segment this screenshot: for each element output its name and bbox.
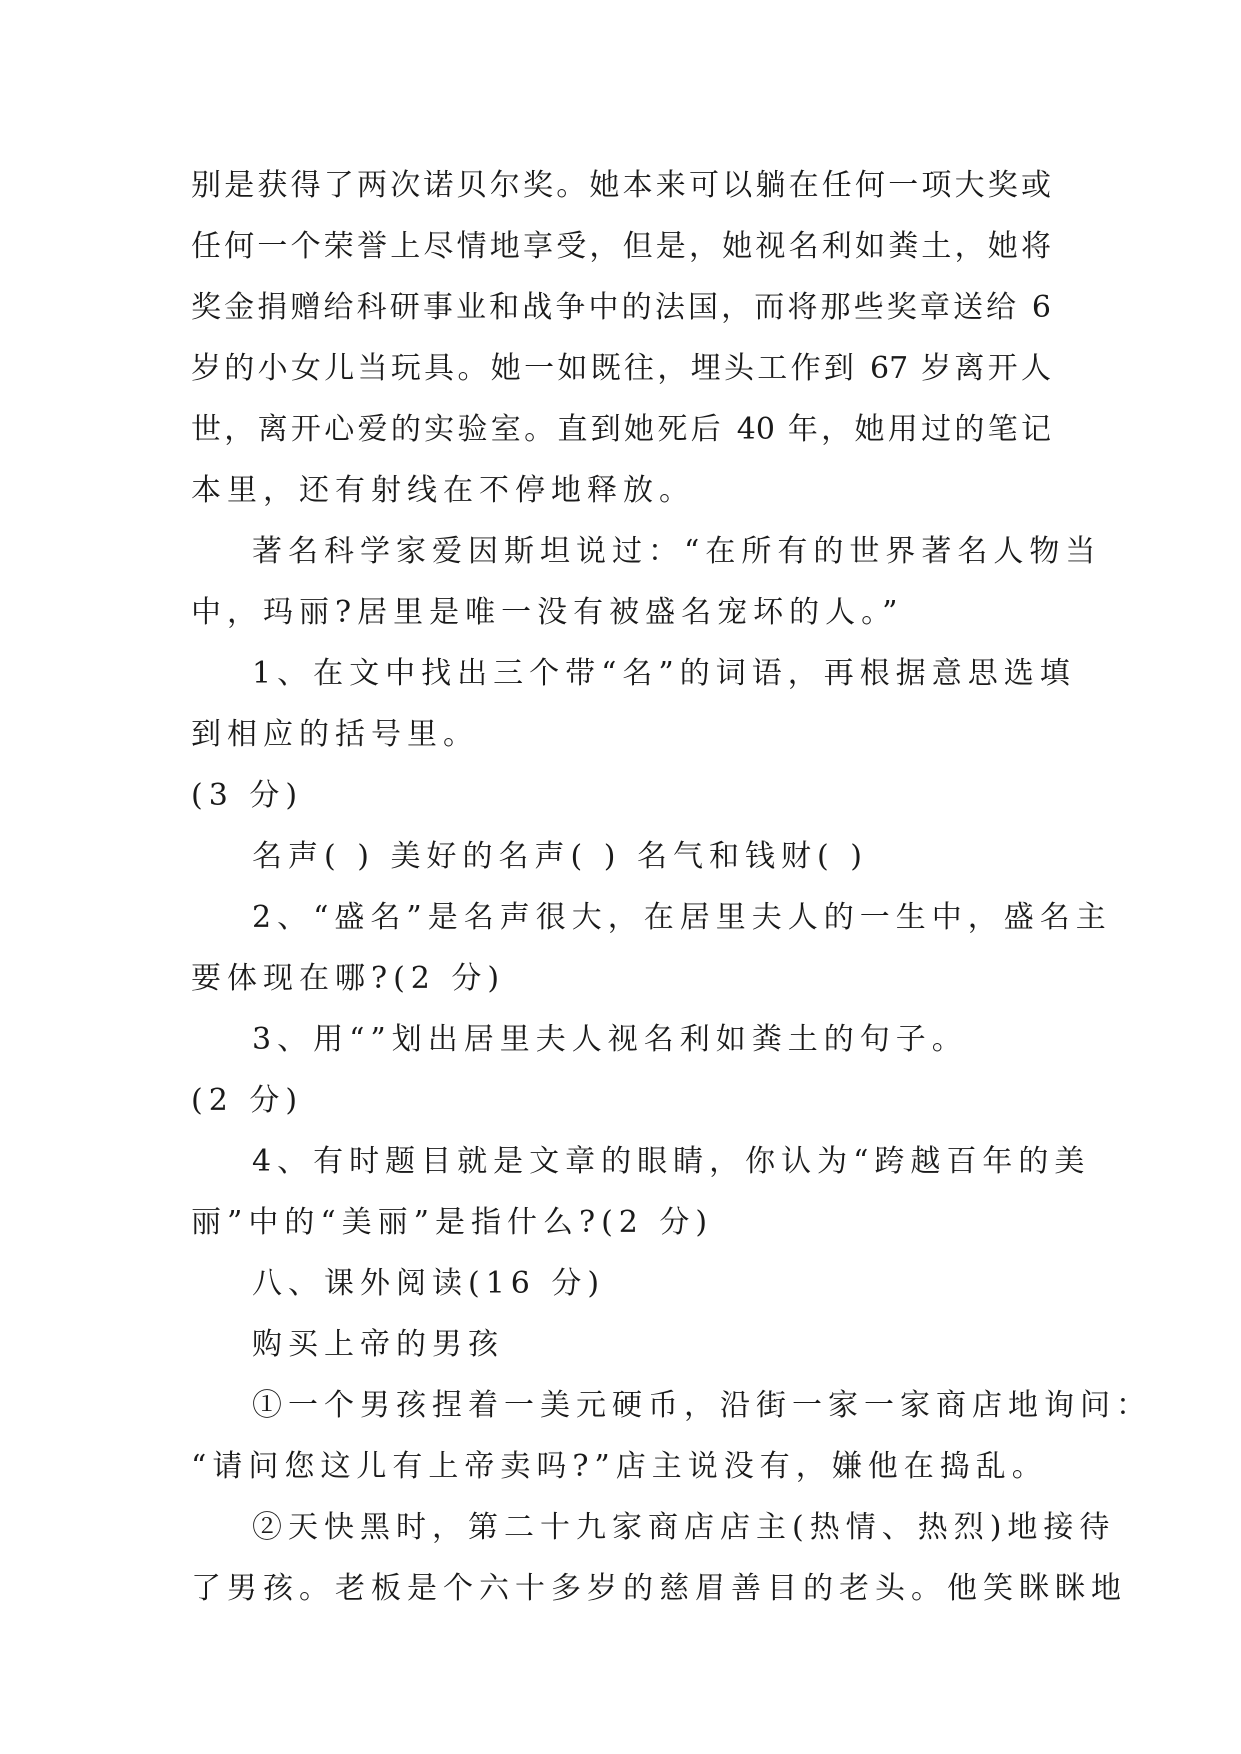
article-title: 购买上帝的男孩 — [252, 1327, 504, 1362]
paragraph-line: 世，离开心爱的实验室。直到她死后 40 年，她用过的笔记 — [191, 412, 1051, 447]
score-line: (2 分) — [191, 1083, 304, 1118]
blank-options-line: 名声( ) 美好的名声( ) 名气和钱财( ) — [252, 839, 868, 874]
paragraph-line: ②天快黑时，第二十九家商店店主(热情、热烈)地接待 — [252, 1510, 1116, 1545]
document-body — [191, 155, 1152, 1619]
paragraph-line: 著名科学家爱因斯坦说过：“在所有的世界著名人物当 — [252, 534, 1102, 569]
section-heading: 八、课外阅读(16 分) — [252, 1266, 606, 1301]
paragraph-line: 奖金捐赠给科研事业和战争中的法国，而将那些奖章送给 6 — [191, 290, 1051, 325]
question-line: 3、用“”划出居里夫人视名利如粪土的句子。 — [252, 1022, 968, 1057]
question-line: 2、“盛名”是名声很大，在居里夫人的一生中，盛名主 — [252, 900, 1112, 935]
paragraph-line: 本里，还有射线在不停地释放。 — [191, 473, 695, 508]
paragraph-line: 中，玛丽?居里是唯一没有被盛名宠坏的人。” — [191, 595, 904, 630]
score-line: (3 分) — [191, 778, 304, 813]
question-line: 1、在文中找出三个带“名”的词语，再根据意思选填 — [252, 656, 1076, 691]
question-line: 到相应的括号里。 — [191, 717, 479, 752]
paragraph-line: 别是获得了两次诺贝尔奖。她本来可以躺在任何一项大奖或 — [191, 168, 1051, 203]
paragraph-line: ①一个男孩捏着一美元硬币，沿街一家一家商店地询问： — [252, 1388, 1152, 1423]
question-line: 丽”中的“美丽”是指什么?(2 分) — [191, 1205, 714, 1240]
paragraph-line: 了男孩。老板是个六十多岁的慈眉善目的老头。他笑眯眯地 — [191, 1571, 1127, 1606]
paragraph-line: 岁的小女儿当玩具。她一如既往，埋头工作到 67 岁离开人 — [191, 351, 1051, 386]
paragraph-line: 任何一个荣誉上尽情地享受，但是，她视名利如粪土，她将 — [191, 229, 1051, 264]
question-line: 要体现在哪?(2 分) — [191, 961, 506, 996]
question-line: 4、有时题目就是文章的眼睛，你认为“跨越百年的美 — [252, 1144, 1091, 1179]
paragraph-line: “请问您这儿有上帝卖吗?”店主说没有，嫌他在捣乱。 — [191, 1449, 1048, 1484]
